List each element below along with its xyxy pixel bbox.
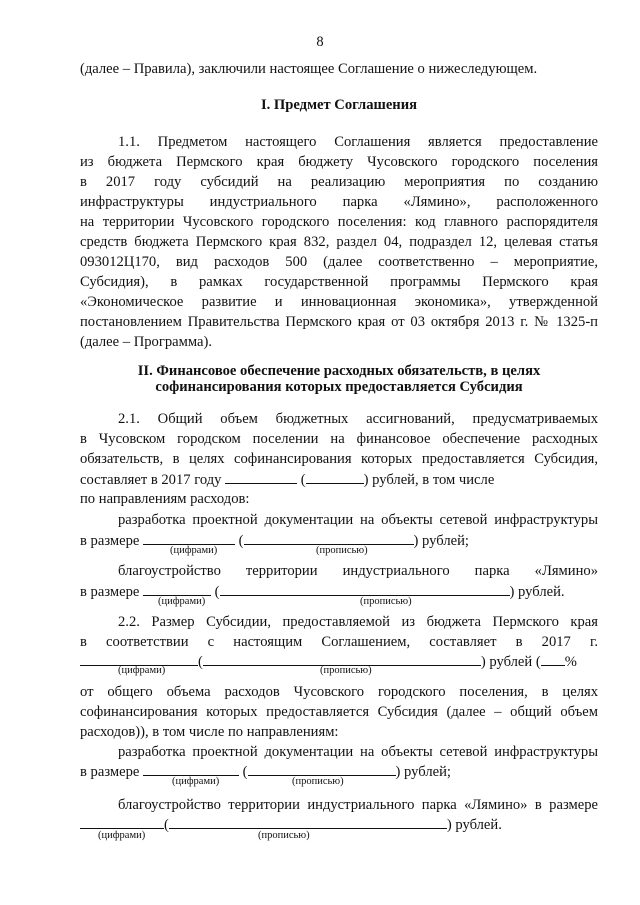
section1-line: (далее – Программа).: [80, 334, 212, 350]
paren-open: (: [214, 584, 220, 600]
caption-words: (прописью): [258, 830, 310, 841]
amount-words-blank: [169, 815, 447, 829]
caption-words: (прописью): [292, 776, 344, 787]
page-number: 8: [316, 34, 324, 50]
p22-line1: 2.2. Размер Субсидии, предоставляемой из бюджета Пермского края: [118, 614, 598, 630]
p22-line-last: расходов)), в том числе по направлениям:: [80, 724, 339, 740]
caption-words: (прописью): [360, 596, 412, 607]
p22-line2: в соответствии с настоящим Соглашением, составляет в 2017 г.: [80, 634, 598, 650]
section1-line: инфраструктуры индустриального парка «Лямино», расположенного: [80, 194, 598, 210]
p21-line5: по направлениям расходов:: [80, 491, 250, 507]
section1-heading: I. Предмет Соглашения: [260, 97, 418, 113]
item-c-text: разработка проектной документации на объекты сетевой инфраструктуры: [118, 744, 598, 760]
p21-line4: [80, 470, 598, 489]
percent-sign: %: [564, 654, 577, 670]
section1-line: постановлением Правительства Пермского края от 03 октября 2013 г. № 1325-п: [80, 314, 598, 330]
amount-digits-blank: [143, 582, 211, 596]
amount-digits-blank: [143, 531, 235, 545]
amount-digits-blank: [143, 762, 239, 776]
amount-prefix: в размере: [80, 764, 140, 780]
amount-prefix: в размере: [80, 533, 140, 549]
p21-line: в Чусовском городском поселении на финансовое обеспечение расходных: [80, 431, 598, 447]
intro-line: (далее – Правила), заключили настоящее Соглашение о нижеследующем.: [80, 61, 538, 77]
p21-line4-start: составляет в 2017 году: [80, 472, 222, 488]
amount-suffix: ) рублей.: [509, 584, 565, 600]
caption-words: (прописью): [320, 665, 372, 676]
amount-words-blank: [203, 652, 481, 666]
p21-line: 2.1. Общий объем бюджетных ассигнований, предусматриваемых: [118, 411, 598, 427]
p22-line3-end: ) рублей (: [480, 654, 541, 670]
item-d-text: благоустройство территории индустриального парка «Лямино» в размере: [118, 797, 598, 813]
section1-line: в 2017 году субсидий на реализацию мероприятия по созданию: [80, 174, 598, 190]
caption-digits: (цифрами): [172, 776, 220, 787]
caption-digits: (цифрами): [170, 545, 218, 556]
item-b-text: благоустройство территории индустриального парка «Лямино»: [118, 563, 598, 579]
amount-digits-blank: [225, 470, 297, 484]
amount-digits-blank: [80, 652, 198, 666]
caption-words: (прописью): [316, 545, 368, 556]
paren-open: (: [242, 764, 248, 780]
section1-line: 093012Ц170, вид расходов 500 (далее соответственно – мероприятие,: [80, 254, 598, 270]
section1-line: на территории Чусовского городского поселения: код главного распорядителя: [80, 214, 598, 230]
section1-line: Субсидия), в рамках государственной программы Пермского края: [80, 274, 598, 290]
amount-suffix: ) рублей;: [413, 533, 469, 549]
item-a-text: разработка проектной документации на объекты сетевой инфраструктуры: [118, 512, 598, 528]
section2-heading-line1: II. Финансовое обеспечение расходных обязательств, в целях: [137, 363, 541, 379]
caption-digits: (цифрами): [118, 665, 166, 676]
amount-digits-blank: [80, 815, 164, 829]
paren-open: (: [164, 817, 169, 833]
amount-words-blank: [244, 531, 414, 545]
caption-digits: (цифрами): [98, 830, 146, 841]
item-d-amount-line: [80, 815, 598, 834]
amount-words-blank: [220, 582, 510, 596]
amount-words-blank: [248, 762, 396, 776]
paren-open: (: [198, 654, 203, 670]
amount-suffix: ) рублей;: [395, 764, 451, 780]
section1-line: 1.1. Предметом настоящего Соглашения является предоставление: [118, 134, 598, 150]
percent-blank: [541, 652, 565, 666]
caption-digits: (цифрами): [158, 596, 206, 607]
p21-line: обязательств, в целях софинансирования которых предоставляется Субсидия,: [80, 451, 598, 467]
section1-line: средств бюджета Пермского края 832, раздел 04, подраздел 12, целевая статья: [80, 234, 598, 250]
amount-suffix: ) рублей.: [446, 817, 502, 833]
section1-line: «Экономическое развитие и инновационная экономика», утвержденной: [80, 294, 598, 310]
p22-line: от общего объема расходов Чусовского городского поселения, в целях: [80, 684, 598, 700]
p22-line: софинансирования которых предоставляется Субсидия (далее – общий объем: [80, 704, 598, 720]
p21-line4-end: ) рублей, в том числе: [363, 472, 495, 488]
amount-words-blank: [306, 470, 364, 484]
section2-heading-line2: софинансирования которых предоставляется Субсидия: [155, 379, 523, 395]
section1-line: из бюджета Пермского края бюджету Чусовского городского поселения: [80, 154, 598, 170]
paren-open: (: [300, 472, 306, 488]
amount-prefix: в размере: [80, 584, 140, 600]
paren-open: (: [238, 533, 244, 549]
